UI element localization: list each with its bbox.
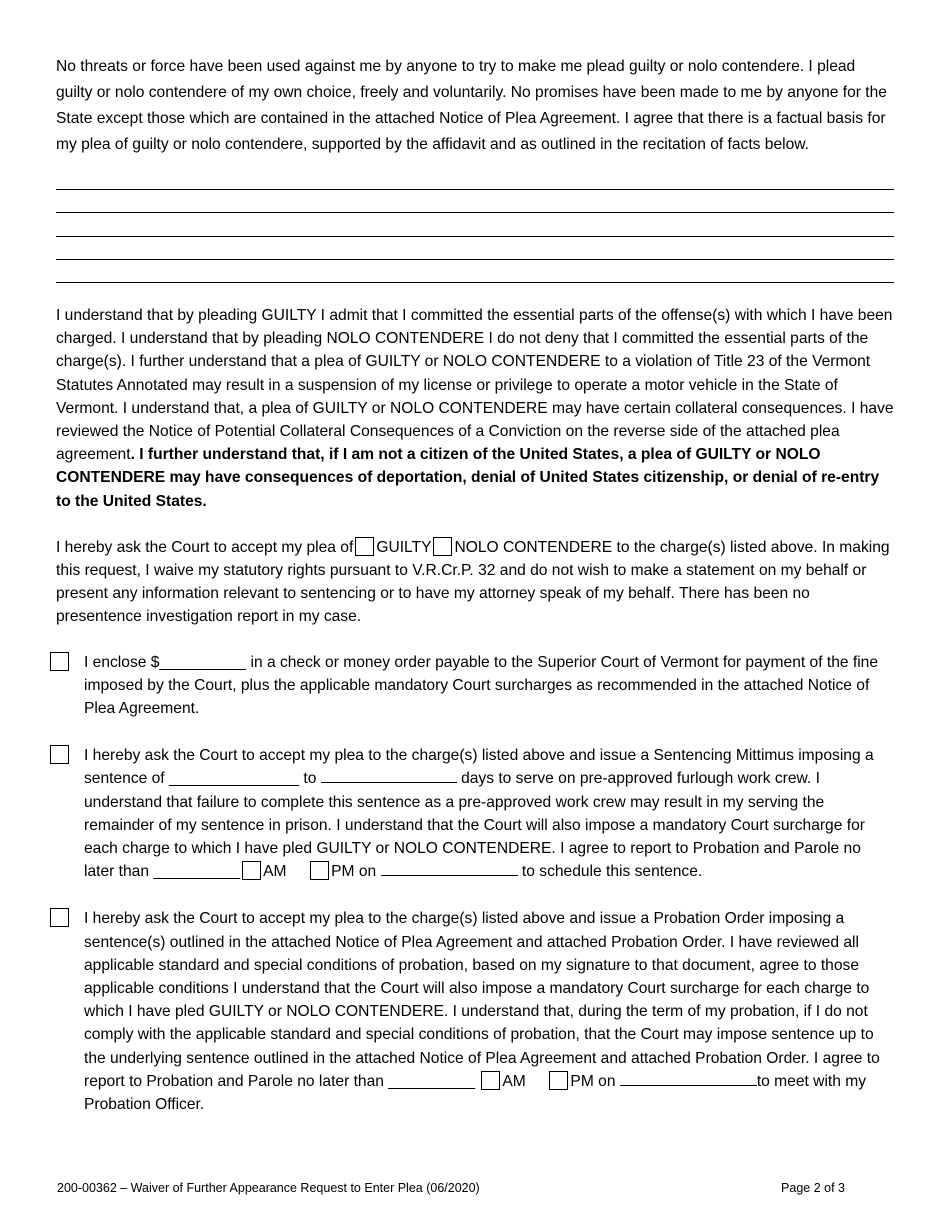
furlough-text-c: schedule this sentence. bbox=[539, 863, 703, 881]
facts-line[interactable] bbox=[56, 260, 894, 283]
fine-payment-text: I enclose $__________ in a check or money order payable to the Superior Court of Vermont for payment of the fine imposed by the Court, plus the applicable mandatory Court surcharges as recommended in the attached Notice of Plea Agreement. bbox=[84, 653, 879, 717]
sentence-max-field[interactable] bbox=[321, 767, 457, 783]
probation-text-b: to meet with my Probation Officer. bbox=[84, 1072, 867, 1114]
furlough-to-label: to bbox=[521, 863, 535, 881]
intro-paragraph: No threats or force have been used against me by anyone to try to make me plead guilty or nolo contendere. I plead guilty or nolo contendere of my own choice, freely and voluntarily. No promises have been made to me by anyone for the State except those which are contained in the attached Notice of Plea Agreement. I agree that there is a factual basis for my plea of guilty or nolo contendere, supported by the affidavit and as outlined in the recitation of facts below. bbox=[56, 58, 887, 153]
facts-line[interactable] bbox=[56, 190, 894, 213]
nolo-label: NOLO CONTENDERE bbox=[454, 538, 613, 556]
understanding-paragraph bbox=[56, 304, 894, 513]
guilty-label: GUILTY bbox=[376, 538, 432, 556]
probation-pm-checkbox[interactable] bbox=[549, 1071, 568, 1090]
guilty-checkbox[interactable] bbox=[355, 537, 374, 556]
probation-date-field[interactable] bbox=[620, 1070, 757, 1086]
plea-request-prefix: I hereby ask the Court to accept my plea of bbox=[56, 538, 354, 556]
probation-text-a: I hereby ask the Court to accept my plea to the charge(s) listed above and issue a Probation Order imposing a sentence(s) outlined in the attached Notice of Plea Agreement and attached Probation Order. I have reviewed all applicable standard and special conditions of probation, based on my signature to that document, agree to those applicable conditions I understand that the Court will also impose a mandatory Court surcharge for each charge to which I have pled GUILTY or NOLO CONTENDERE. I understand that, during the term of my probation, if I do not comply with the applicable standard and special conditions of probation, that the Court may impose sentence up to the underlying sentence outlined in the attached Notice of Plea Agreement and attached Probation Order. I agree to report to Probation and Parole no later than __________ bbox=[84, 910, 880, 1090]
page-footer bbox=[57, 1181, 845, 1195]
form-number: 200-00362 – Waiver of Further Appearance Request to Enter Plea (06/2020) bbox=[57, 1181, 480, 1195]
page-number: Page 2 of 3 bbox=[781, 1181, 845, 1195]
understanding-text: I understand that by pleading GUILTY I admit that I committed the essential parts of the offense(s) with which I have been charged. I understand that by pleading NOLO CONTENDERE I do not deny that I committed the essential parts of the charge(s). I further understand that a plea of GUILTY or NOLO CONTENDERE to a violation of Title 23 of the Vermont Statutes Annotated may result in a suspension of my license or privilege to operate a motor vehicle in the State of Vermont. I understand that, a plea of GUILTY or NOLO CONTENDERE may have certain collateral consequences. I have reviewed the Notice of Potential Collateral Consequences of a Conviction on the reverse side of the attached plea agreement bbox=[56, 306, 894, 464]
probation-am-checkbox[interactable] bbox=[481, 1071, 500, 1090]
probation-checkbox[interactable] bbox=[50, 908, 69, 927]
furlough-am-label: AM bbox=[263, 863, 287, 881]
furlough-date-field[interactable] bbox=[381, 860, 518, 876]
nolo-checkbox[interactable] bbox=[433, 537, 452, 556]
citizenship-warning: . I further understand that, if I am not a citizen of the United States, a plea of GUILTY or NOLO CONTENDERE may have consequences of deportation, denial of United States citizenship, or denial of re-entry to the United States. bbox=[56, 446, 880, 510]
facts-lines bbox=[56, 167, 894, 283]
furlough-checkbox[interactable] bbox=[50, 745, 69, 764]
furlough-option bbox=[56, 744, 894, 883]
facts-line[interactable] bbox=[56, 167, 894, 190]
plea-request-paragraph bbox=[56, 536, 894, 629]
plea-request-text: to the charge(s) listed above. In making this request, I waive my statutory rights pursuant to V.R.Cr.P. 32 and do not wish to make a statement on my behalf or present any information relevant to sentencing or to have my attorney speak of my behalf. There has been no presentence investigation report in my case. bbox=[56, 538, 890, 626]
furlough-pm-checkbox[interactable] bbox=[310, 861, 329, 880]
form-page bbox=[56, 54, 894, 1116]
facts-line[interactable] bbox=[56, 237, 894, 260]
fine-payment-option bbox=[56, 651, 894, 721]
facts-line[interactable] bbox=[56, 213, 894, 236]
furlough-text-b: days to serve on pre-approved furlough work crew. I understand that failure to complete this sentence as a pre-approved work crew may result in my serving the remainder of my sentence in prison. I understand that the Court will also impose a mandatory Court surcharge for each charge to which I have pled GUILTY or NOLO CONTENDERE. I agree to report to Probation and Parole no later than __________ bbox=[84, 770, 865, 881]
furlough-pm-label: PM on bbox=[331, 863, 377, 881]
probation-pm-label: PM on bbox=[570, 1072, 616, 1090]
fine-payment-checkbox[interactable] bbox=[50, 652, 69, 671]
probation-am-label: AM bbox=[502, 1072, 526, 1090]
probation-option bbox=[56, 907, 894, 1116]
furlough-am-checkbox[interactable] bbox=[242, 861, 261, 880]
furlough-text-a: I hereby ask the Court to accept my plea to the charge(s) listed above and issue a Sentencing Mittimus imposing a sentence of _______________ to bbox=[84, 747, 874, 788]
